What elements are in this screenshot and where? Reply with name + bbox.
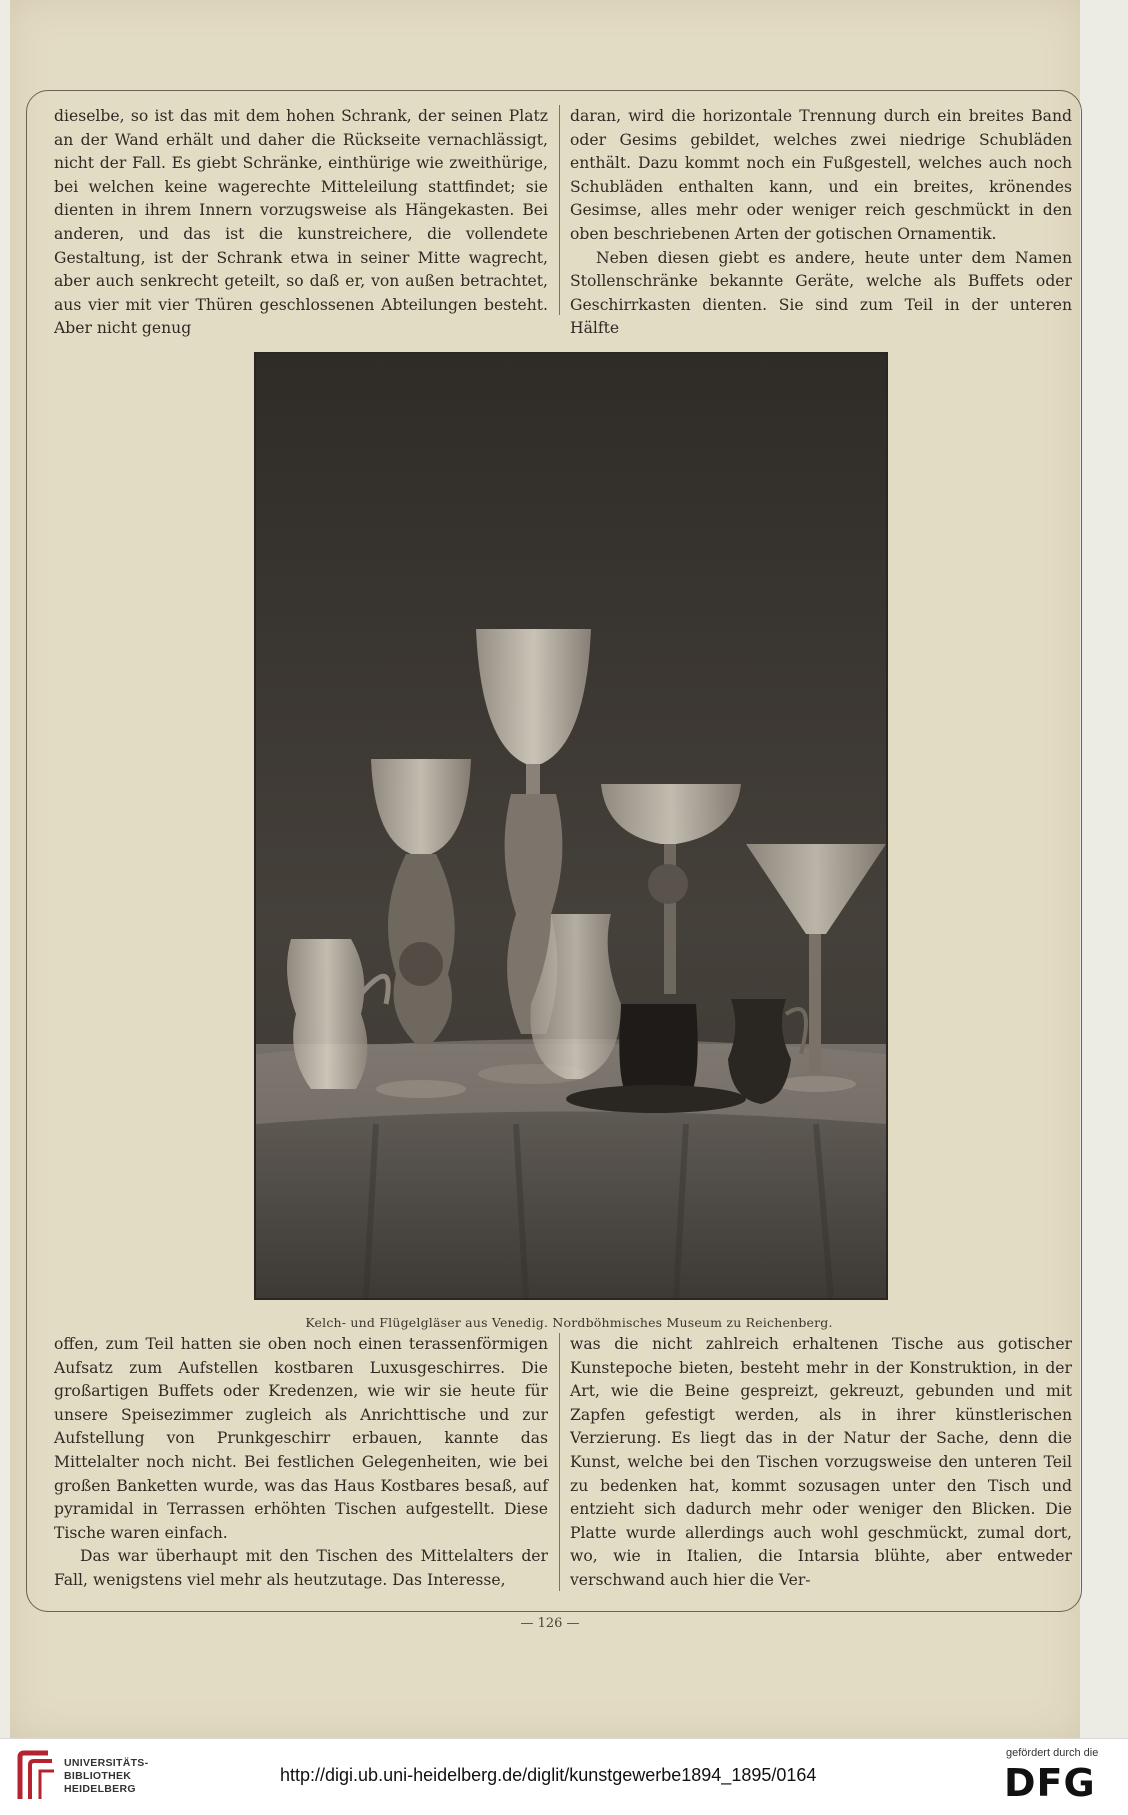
paragraph: dieselbe, so ist das mit dem hohen Schrank, der seinen Platz an der Wand erhält und daher die Rückseite vernachlässigt, nicht der Fall. Es giebt Schränke, einthürige wie zweithürige, bei welchen keine wagerechte Mitteleilung stattfindet; sie dienten in ihrem Innern vorzugsweise als Hängekasten. Bei anderen, und das ist die kunstreichere, die vollendete Gestaltung, ist der Schrank etwa in seiner Mitte wagrecht, aber auch senkrecht geteilt, so daß er, von außen betrachtet, aus vier mit vier Thüren geschlossenen Abteilungen besteht. Aber nicht genug (54, 107, 548, 338)
institution-line: BIBLIOTHEK (64, 1770, 132, 1782)
column-top-left (54, 105, 548, 341)
column-bottom-left (54, 1333, 548, 1593)
permalink-url[interactable]: http://digi.ub.uni-heidelberg.de/diglit/kunstgewerbe1894_1895/0164 (280, 1765, 817, 1785)
scanned-page (10, 0, 1080, 1738)
institution-line: UNIVERSITÄTS- (64, 1757, 149, 1769)
paragraph: daran, wird die horizontale Trennung durch ein breites Band oder Gesims gebildet, welches zwei niedrige Schubläden enthält. Dazu kommt noch ein Fußgestell, welches auch noch Schubläden enthalten kann, und ein breites, krönendes Gesimse, alles mehr oder weniger reich geschmückt in den oben beschriebenen Arten der gotischen Ornamentik. (570, 107, 1072, 243)
column-divider-top (559, 105, 560, 315)
paragraph: Neben diesen giebt es andere, heute unter dem Namen Stollenschränke bekannte Geräte, welche als Buffets oder Geschirrkasten dienten. Sie sind zum Teil in der unteren Hälfte (570, 248, 1072, 338)
page-number: — 126 — (520, 1616, 580, 1631)
paragraph: was die nicht zahlreich erhaltenen Tische aus gotischer Kunstepoche bieten, besteht mehr in der Konstruktion, in der Art, wie die Beine gespreizt, gekreuzt, gebunden und mit Zapfen gefestigt werden, als in ihrer künstlerischen Verzierung. Es liegt das in der Natur der Sache, denn die Kunst, welche bei den Tischen vorzugsweise den unteren Teil zu bedenken hat, kommt sozusagen unter den Tisch und entzieht sich dadurch mehr oder weniger den Blicken. Die Platte wurde allerdings auch wohl geschmückt, zumal dort, wo, wie in Italien, die Intarsia blühte, aber entweder verschwand auch hier die Ver- (570, 1335, 1072, 1589)
paragraph: Das war überhaupt mit den Tischen des Mittelalters der Fall, wenigstens viel mehr als heutzutage. Das Interesse, (54, 1547, 548, 1589)
institution-name (64, 1757, 148, 1796)
figure-caption: Kelch- und Flügelgläser aus Venedig. Nordböhmisches Museum zu Reichenberg. (305, 1315, 833, 1330)
glassware-photograph (254, 352, 888, 1300)
column-top-right (570, 105, 1072, 341)
funding-label: gefördert durch die (1006, 1747, 1099, 1759)
paragraph: offen, zum Teil hatten sie oben noch einen terassenförmigen Aufsatz zum Aufstellen kostbaren Luxusgeschirres. Die großartigen Buffets oder Kredenzen, wie wir sie heute für unsere Speisezimmer zugleich als Anrichttische und zur Aufstellung von Prunkgeschirr erbauen, kannte das Mittelalter noch nicht. Bei festlichen Gelegenheiten, wie bei großen Banketten wurde, was das Haus Kostbares besaß, auf pyramidal in Terrassen erhöhten Tischen aufgestellt. Diese Tische waren einfach. (54, 1335, 548, 1542)
column-bottom-right (570, 1333, 1072, 1593)
institution-line: HEIDELBERG (64, 1783, 136, 1795)
column-divider-bottom (559, 1333, 560, 1591)
venetian-glasses-illustration (256, 354, 886, 1298)
dfg-logo: DFG (1004, 1761, 1096, 1805)
university-library-logo-icon (14, 1749, 58, 1803)
footer-bar (0, 1738, 1128, 1815)
